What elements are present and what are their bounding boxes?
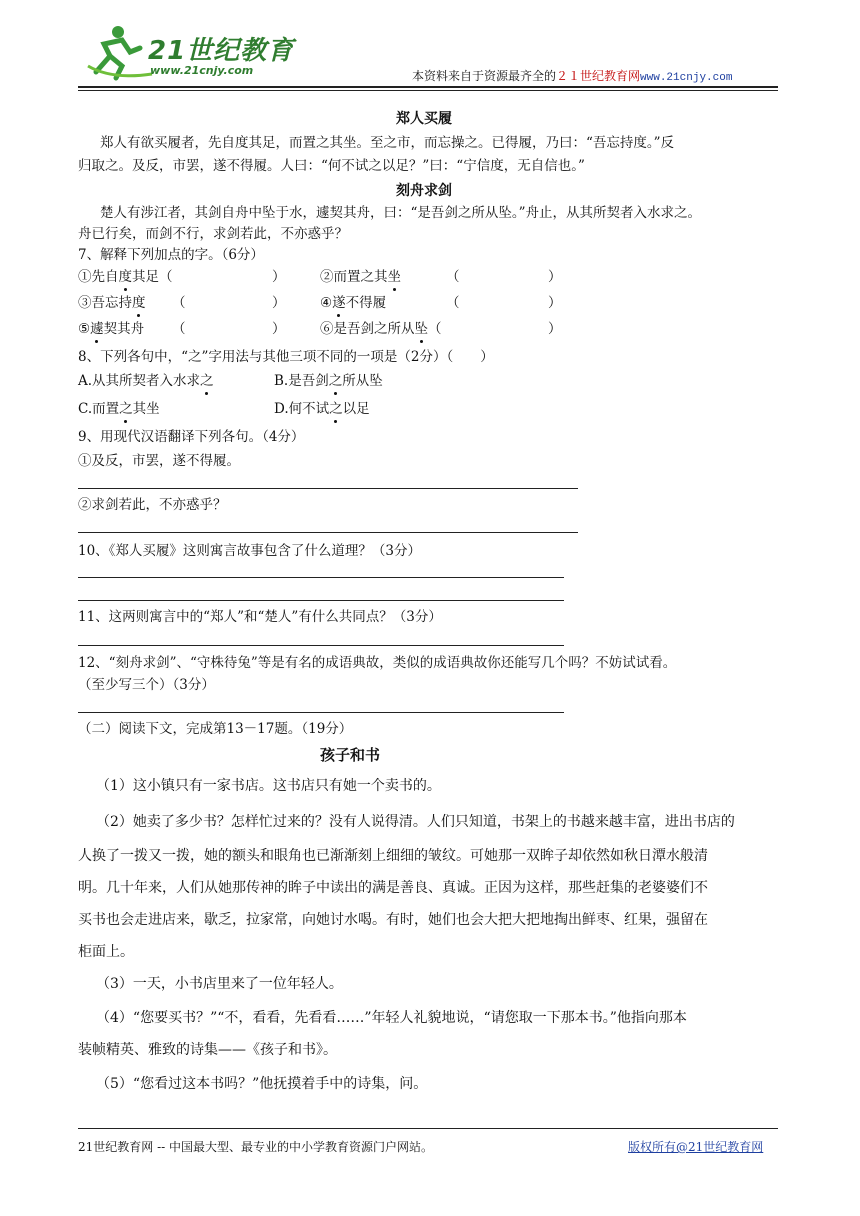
q7-item-4-open: （	[446, 295, 460, 311]
q7-item-3-close: ）	[272, 295, 286, 311]
q7-item-5-close: ）	[272, 321, 286, 337]
logo-text: 21世纪教育	[148, 36, 295, 66]
source-url[interactable]: www.21cnjy.com	[640, 72, 733, 84]
section2-p2-l3: 明。几十年来，人们从她那传神的眸子中读出的满是善良、真诚。正因为这样，那些赶集的老婆婆们不	[78, 880, 708, 896]
section2-p2-l5: 柜面上。	[78, 944, 134, 960]
q7-item-2-open: （	[446, 269, 460, 285]
passage1-title: 郑人买履	[396, 111, 452, 127]
section2-intro: （二）阅读下文，完成第13－17题。（19分）	[78, 721, 353, 737]
passage2-line1: 楚人有涉江者，其剑自舟中坠于水，遽契其舟，曰：“是吾剑之所从坠。”舟止，从其所契者入水求之。	[100, 205, 702, 221]
q12-answer-line[interactable]	[78, 712, 564, 713]
q7-item-4-close: ）	[548, 295, 562, 311]
q7-item-3: ③吾忘持度	[78, 295, 146, 311]
q9-sentence-1: ①及反，市罢，遂不得履。	[78, 453, 240, 469]
q10-answer-line-1[interactable]	[78, 577, 564, 578]
q7-item-1: ①先自度其足（	[78, 269, 173, 285]
q11-answer-line[interactable]	[78, 645, 564, 646]
q7-item-6-close: ）	[548, 321, 562, 337]
q7-item-2: ②而置之其坐	[320, 269, 401, 285]
q12-line2: （至少写三个）（3分）	[78, 677, 215, 693]
q9-answer-line-2[interactable]	[78, 532, 578, 533]
q10-answer-line-2[interactable]	[78, 600, 564, 601]
q7-item-3-open: （	[172, 295, 186, 311]
section2-p4-l2: 装帧精英、雅致的诗集——《孩子和书》。	[78, 1042, 337, 1058]
q7-item-4: ④遂不得履	[320, 295, 387, 311]
q10-stem: 10、《郑人买履》这则寓言故事包含了什么道理？（3分）	[78, 543, 422, 559]
q7-item-1-close: ）	[272, 269, 286, 285]
q8-stem: 8、下列各句中，“之”字用法与其他三项不同的一项是（2分）（ ）	[78, 349, 494, 365]
q9-sentence-2: ②求剑若此，不亦惑乎？	[78, 497, 227, 513]
q7-item-5: ⑤遽契其舟	[78, 321, 145, 337]
section2-p2-l2: 人换了一拨又一拨，她的额头和眼角也已渐渐刻上细细的皱纹。可她那一双眸子却依然如秋日潭水般清	[78, 848, 708, 864]
passage1-line1: 郑人有欲买履者，先自度其足，而置之其坐。至之市，而忘操之。已得履，乃曰：“吾忘持度。”反	[100, 135, 675, 151]
logo-url: www.21cnjy.com	[150, 64, 254, 77]
source-prefix: 本资料来自于资源最齐全的	[412, 69, 557, 83]
source-note	[412, 67, 732, 87]
footer-copyright-link[interactable]: 版权所有@21世纪教育网	[628, 1140, 764, 1154]
passage1-line2: 归取之。及反，市罢，遂不得履。人曰：“何不试之以足？”曰：“宁信度，无自信也。”	[78, 158, 585, 174]
header-rule-thin	[78, 90, 778, 91]
footer-rule	[78, 1128, 778, 1129]
q7-item-5-open: （	[172, 321, 186, 337]
q8-option-b: B.是吾剑之所从坠	[274, 373, 383, 389]
section2-p2-l4: 买书也会走进店来，歇乏，拉家常，向她讨水喝。有时，她们也会大把大把地掏出鲜枣、红果，强留在	[78, 912, 708, 928]
q7-item-6: ⑥是吾剑之所从坠（	[320, 321, 442, 337]
section2-p2-l1: （2）她卖了多少书？怎样忙过来的？没有人说得清。人们只知道，书架上的书越来越丰富，进出书店的	[96, 814, 735, 830]
q8-option-d: D.何不试之以足	[274, 401, 370, 417]
section2-title: 孩子和书	[320, 746, 381, 764]
q9-stem: 9、用现代汉语翻译下列各句。（4分）	[78, 429, 305, 445]
q8-option-c: C.而置之其坐	[78, 401, 160, 417]
q11-stem: 11、这两则寓言中的“郑人”和“楚人”有什么共同点？（3分）	[78, 609, 442, 625]
q12-line1: 12、“刻舟求剑”、“守株待兔”等是有名的成语典故，类似的成语典故你还能写几个吗？不妨试试看。	[78, 655, 677, 671]
section2-p1: （1）这小镇只有一家书店。这书店只有她一个卖书的。	[96, 778, 441, 794]
q7-item-2-close: ）	[548, 269, 562, 285]
section2-p5: （5）“您看过这本书吗？”他抚摸着手中的诗集，问。	[96, 1076, 428, 1092]
section2-p4-l1: （4）“您要买书？”“不，看看，先看看……”年轻人礼貌地说，“请您取一下那本书。”他指向那本	[96, 1010, 687, 1026]
q8-option-a: A.从其所契者入水求之	[78, 373, 214, 389]
passage2-line2: 舟已行矣，而剑不行，求剑若此，不亦惑乎？	[78, 226, 348, 242]
section2-p3: （3）一天，小书店里来了一位年轻人。	[96, 976, 343, 992]
source-site: ２１世纪教育网	[556, 69, 641, 83]
q9-answer-line-1[interactable]	[78, 488, 578, 489]
header-rule	[78, 86, 778, 88]
q7-stem: 7、解释下列加点的字。（6分）	[78, 247, 264, 263]
footer-left: 21世纪教育网 -- 中国最大型、最专业的中小学教育资源门户网站。	[78, 1140, 434, 1154]
passage2-title: 刻舟求剑	[396, 183, 452, 199]
